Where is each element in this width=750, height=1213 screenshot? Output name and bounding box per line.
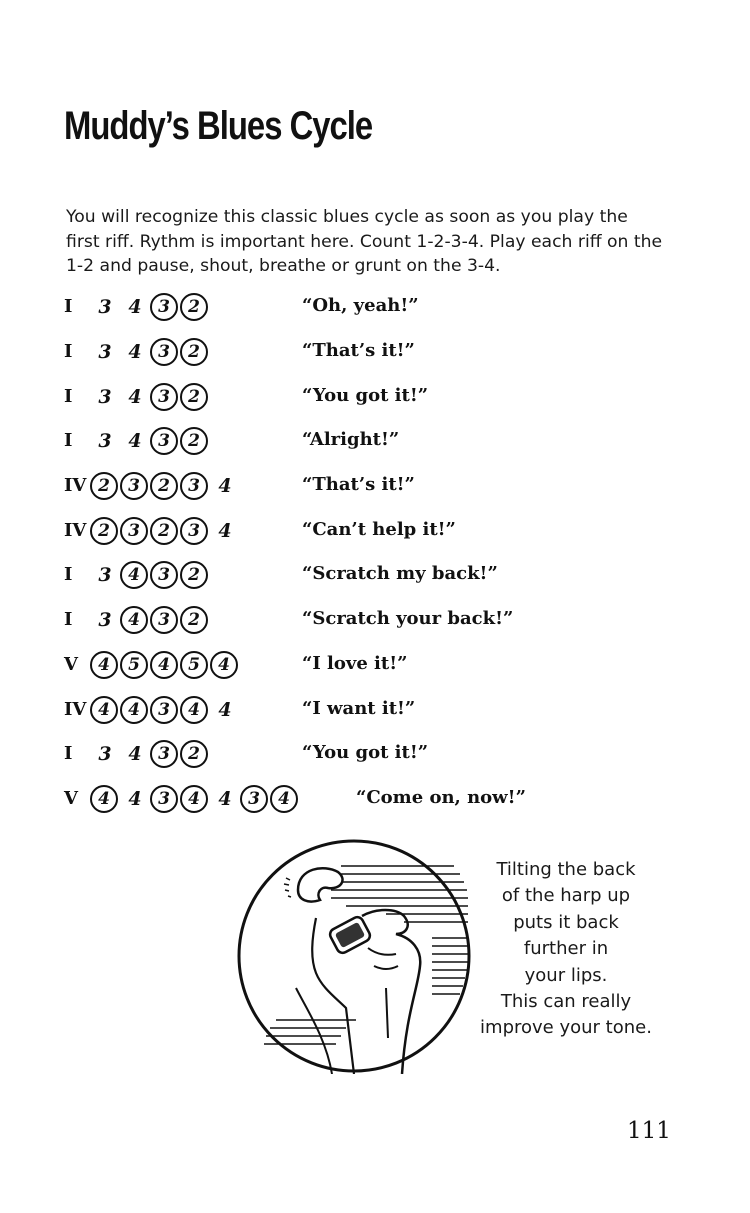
draw-note: 4 xyxy=(150,651,178,679)
intro-paragraph: You will recognize this classic blues cycle as soon as you play the first riff. Rythm is important here. Count 1-2-3-4. Play each riff on the 1-2 and pause, shout, breathe or grunt on the 3-4. xyxy=(66,207,663,276)
draw-note: 2 xyxy=(180,740,208,768)
draw-note: 2 xyxy=(180,561,208,589)
draw-note: 4 xyxy=(90,696,118,724)
riff-row xyxy=(0,333,750,373)
hole-sequence xyxy=(90,335,210,369)
shout-text: “That’s it!” xyxy=(302,340,415,361)
harmonica-illustration xyxy=(236,838,472,1074)
riff-row xyxy=(0,556,750,596)
draw-note: 3 xyxy=(150,427,178,455)
hole-sequence xyxy=(90,558,210,592)
illustration-caption xyxy=(474,857,658,1042)
draw-note: 3 xyxy=(180,517,208,545)
chord-label: IV xyxy=(64,699,87,720)
page-number: 111 xyxy=(627,1118,671,1144)
draw-note: 5 xyxy=(120,651,148,679)
riff-row xyxy=(0,378,750,418)
caption-line: improve your tone. xyxy=(480,1017,652,1039)
blow-note: 4 xyxy=(128,743,142,765)
shout-text: “Oh, yeah!” xyxy=(302,295,419,316)
draw-note: 3 xyxy=(150,696,178,724)
blow-note: 4 xyxy=(128,341,142,363)
draw-note: 4 xyxy=(120,606,148,634)
shout-text: “I want it!” xyxy=(302,698,416,719)
blow-note: 4 xyxy=(128,386,142,408)
hole-sequence xyxy=(90,782,300,816)
blow-note: 3 xyxy=(98,609,112,631)
shout-text: “Come on, now!” xyxy=(356,787,526,808)
hole-sequence xyxy=(90,693,240,727)
draw-note: 2 xyxy=(150,517,178,545)
riff-row xyxy=(0,288,750,328)
chord-label: V xyxy=(64,788,78,809)
chord-label: I xyxy=(64,296,73,317)
draw-note: 3 xyxy=(240,785,268,813)
caption-line: further in xyxy=(523,938,609,960)
draw-note: 2 xyxy=(180,427,208,455)
page-title: Muddy’s Blues Cycle xyxy=(64,104,373,148)
riff-row xyxy=(0,512,750,552)
blow-note: 4 xyxy=(218,788,232,810)
riff-row xyxy=(0,691,750,731)
shout-text: “That’s it!” xyxy=(302,474,415,495)
draw-note: 2 xyxy=(90,517,118,545)
draw-note: 4 xyxy=(90,785,118,813)
draw-note: 3 xyxy=(150,383,178,411)
caption-line: puts it back xyxy=(513,911,619,933)
draw-note: 2 xyxy=(180,383,208,411)
draw-note: 4 xyxy=(210,651,238,679)
riff-row xyxy=(0,780,750,820)
hole-sequence xyxy=(90,514,240,548)
draw-note: 4 xyxy=(120,696,148,724)
blow-note: 3 xyxy=(98,564,112,586)
hole-sequence xyxy=(90,648,240,682)
caption-line: your lips. xyxy=(524,964,608,986)
riff-row xyxy=(0,422,750,462)
draw-note: 3 xyxy=(120,472,148,500)
draw-note: 2 xyxy=(180,293,208,321)
chord-label: I xyxy=(64,564,73,585)
draw-note: 3 xyxy=(150,785,178,813)
draw-note: 3 xyxy=(150,606,178,634)
draw-note: 5 xyxy=(180,651,208,679)
draw-note: 2 xyxy=(150,472,178,500)
draw-note: 3 xyxy=(150,740,178,768)
shout-text: “I love it!” xyxy=(302,653,408,674)
draw-note: 3 xyxy=(150,338,178,366)
caption-line: of the harp up xyxy=(501,885,631,907)
draw-note: 2 xyxy=(180,338,208,366)
shout-text: “You got it!” xyxy=(302,385,429,406)
blow-note: 3 xyxy=(98,743,112,765)
riff-row xyxy=(0,646,750,686)
blow-note: 4 xyxy=(128,430,142,452)
draw-note: 2 xyxy=(180,606,208,634)
blow-note: 4 xyxy=(218,520,232,542)
chord-label: IV xyxy=(64,475,87,496)
caption-line: Tilting the back xyxy=(496,859,636,880)
chord-label: I xyxy=(64,386,73,407)
chord-label: I xyxy=(64,430,73,451)
chord-label: V xyxy=(64,654,78,675)
blow-note: 3 xyxy=(98,430,112,452)
shout-text: “Scratch your back!” xyxy=(302,608,514,629)
hole-sequence xyxy=(90,469,240,503)
blow-note: 3 xyxy=(98,386,112,408)
draw-note: 4 xyxy=(120,561,148,589)
draw-note: 3 xyxy=(120,517,148,545)
hole-sequence xyxy=(90,603,210,637)
chord-label: I xyxy=(64,341,73,362)
hole-sequence xyxy=(90,290,210,324)
shout-text: “Scratch my back!” xyxy=(302,563,498,584)
hole-sequence xyxy=(90,424,210,458)
draw-note: 2 xyxy=(90,472,118,500)
chord-label: IV xyxy=(64,520,87,541)
shout-text: “Alright!” xyxy=(302,429,400,450)
blow-note: 3 xyxy=(98,296,112,318)
blow-note: 4 xyxy=(128,788,142,810)
draw-note: 3 xyxy=(150,293,178,321)
hole-sequence xyxy=(90,737,210,771)
shout-text: “Can’t help it!” xyxy=(302,519,456,540)
draw-note: 4 xyxy=(180,696,208,724)
riff-row xyxy=(0,735,750,775)
draw-note: 4 xyxy=(90,651,118,679)
chord-label: I xyxy=(64,609,73,630)
shout-text: “You got it!” xyxy=(302,742,429,763)
caption-line: This can really xyxy=(500,991,632,1013)
draw-note: 3 xyxy=(150,561,178,589)
draw-note: 4 xyxy=(270,785,298,813)
blow-note: 3 xyxy=(98,341,112,363)
riff-row xyxy=(0,601,750,641)
blow-note: 4 xyxy=(218,475,232,497)
blow-note: 4 xyxy=(218,699,232,721)
draw-note: 3 xyxy=(180,472,208,500)
hole-sequence xyxy=(90,380,210,414)
chord-label: I xyxy=(64,743,73,764)
draw-note: 4 xyxy=(180,785,208,813)
riff-row xyxy=(0,467,750,507)
blow-note: 4 xyxy=(128,296,142,318)
